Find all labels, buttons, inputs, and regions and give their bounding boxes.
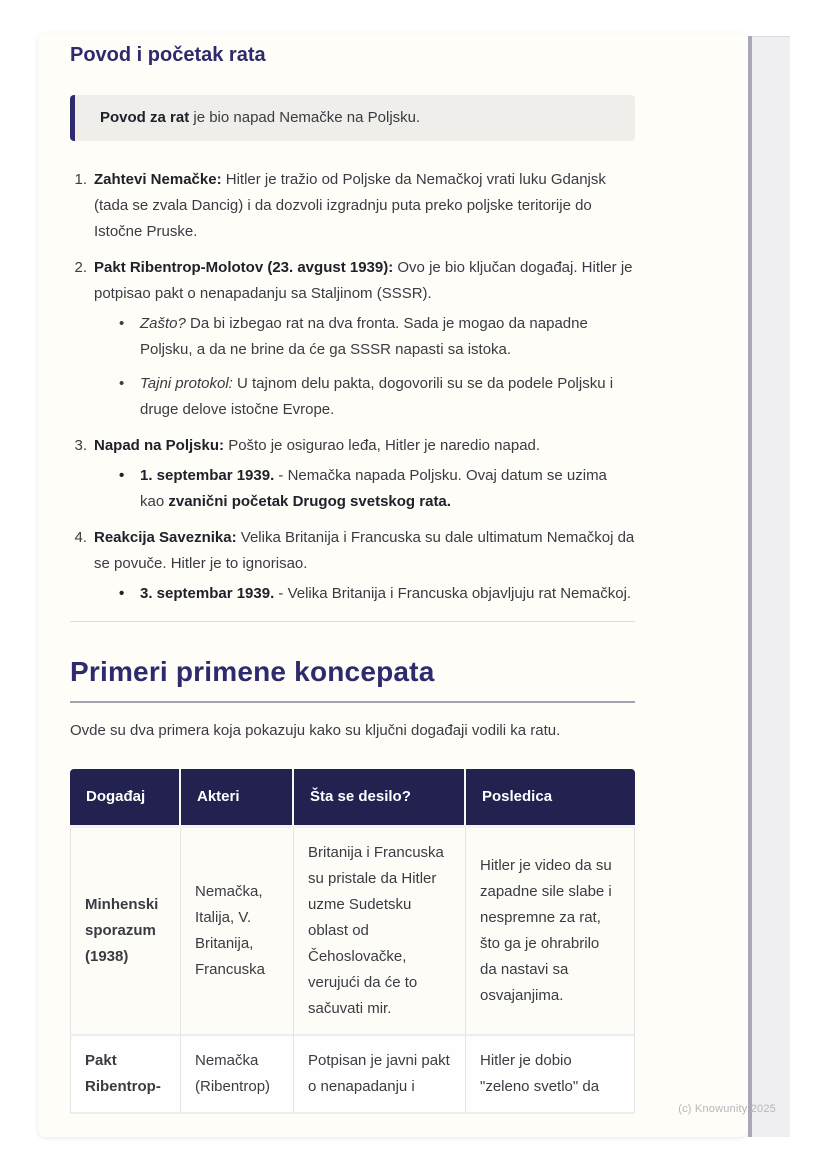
sub-bullet: • 1. septembar 1939. - Nemačka napada Poljsku. Ovaj datum se uzima kao zvanični početak Drugog svetskog rata. — [119, 463, 635, 515]
list-item-text: Zahtevi Nemačke: Hitler je tražio od Poljske da Nemačkoj vrati luku Gdanjsk (tada se zvala Dancig) i da dozvoli izgradnju puta preko poljske teritorije do Istočne Pruske. — [94, 171, 606, 240]
callout-lead: Povod za rat — [100, 109, 190, 126]
section-divider — [70, 621, 635, 622]
numbered-list — [70, 167, 635, 607]
list-item — [70, 525, 635, 607]
list-number: 3. — [74, 437, 87, 454]
callout-rest: je bio napad Nemačke na Poljsku. — [189, 109, 421, 126]
concepts-table — [70, 769, 635, 1114]
list-number: 4. — [74, 529, 87, 546]
cell-what: Potpisan je javni pakt o nenapadanju i — [294, 1036, 466, 1114]
bullet-icon: • — [119, 585, 125, 602]
table-header-sta-se-desilo: Šta se desilo? — [294, 769, 466, 828]
list-item-text: Reakcija Saveznika: Velika Britanija i Francuska su dale ultimatum Nemačkoj da se povuče. Hitler je to ignorisao. — [94, 529, 635, 572]
sub-bullet: • Zašto? Da bi izbegao rat na dva fronta. Sada je mogao da napadne Poljsku, a da ne brine da će ga SSSR napasti sa istoka. — [119, 311, 635, 363]
list-item-text: Pakt Ribentrop-Molotov (23. avgust 1939): Ovo je bio ključan događaj. Hitler je potpisao pakt o nenapadanju sa Staljinom (SSSR). — [94, 259, 633, 302]
scrollbar-thumb[interactable] — [748, 36, 752, 1137]
cell-what: Britanija i Francuska su pristale da Hitler uzme Sudetsku oblast od Čehoslovačke, verujući da će to sačuvati mir. — [294, 828, 466, 1036]
cell-actors: Nemačka, Italija, V. Britanija, Francuska — [181, 828, 294, 1036]
copyright-watermark: (c) Knowunity 2025 — [678, 1103, 776, 1115]
table-header-row — [70, 769, 635, 828]
callout-text — [100, 105, 619, 131]
sub-bullet-list — [119, 581, 635, 607]
document-page — [38, 33, 748, 1137]
table-header-akteri: Akteri — [181, 769, 294, 828]
bullet-icon: • — [119, 375, 125, 392]
list-item-text: Napad na Poljsku: Pošto je osigurao leđa, Hitler je naredio napad. — [94, 437, 541, 454]
cell-consequence: Hitler je dobio "zeleno svetlo" da — [466, 1036, 635, 1114]
sub-bullet: • Tajni protokol: U tajnom delu pakta, dogovorili su se da podele Poljsku i druge delove istočne Evrope. — [119, 371, 635, 423]
callout-box — [70, 95, 635, 141]
sub-bullet-list — [119, 311, 635, 423]
list-item — [70, 167, 635, 245]
list-item — [70, 433, 635, 515]
scrollbar-track[interactable] — [752, 36, 790, 1137]
table-header-posledica: Posledica — [466, 769, 635, 828]
list-number: 2. — [74, 259, 87, 276]
sub-bullet-list — [119, 463, 635, 515]
section-intro: Ovde su dva primera koja pokazuju kako su ključni događaji vodili ka ratu. — [70, 722, 561, 739]
table-header-dogadjaj: Događaj — [70, 769, 181, 828]
section-heading-primeri: Primeri primene koncepata — [70, 656, 435, 687]
bullet-icon: • — [119, 467, 125, 484]
table-row — [70, 828, 635, 1036]
section-heading-povod: Povod i početak rata — [70, 44, 266, 66]
page-content — [70, 41, 635, 1114]
cell-event: Minhenski sporazum (1938) — [70, 828, 181, 1036]
list-item — [70, 255, 635, 423]
cell-event: Pakt Ribentrop- — [70, 1036, 181, 1114]
cell-actors: Nemačka (Ribentrop) — [181, 1036, 294, 1114]
list-number: 1. — [74, 171, 87, 188]
section-heading-wrap — [70, 654, 635, 703]
bullet-icon: • — [119, 315, 125, 332]
cell-consequence: Hitler je video da su zapadne sile slabe i nespremne za rat, što ga je ohrabrilo da nastavi sa osvajanjima. — [466, 828, 635, 1036]
sub-bullet: • 3. septembar 1939. - Velika Britanija i Francuska objavljuju rat Nemačkoj. — [119, 581, 635, 607]
